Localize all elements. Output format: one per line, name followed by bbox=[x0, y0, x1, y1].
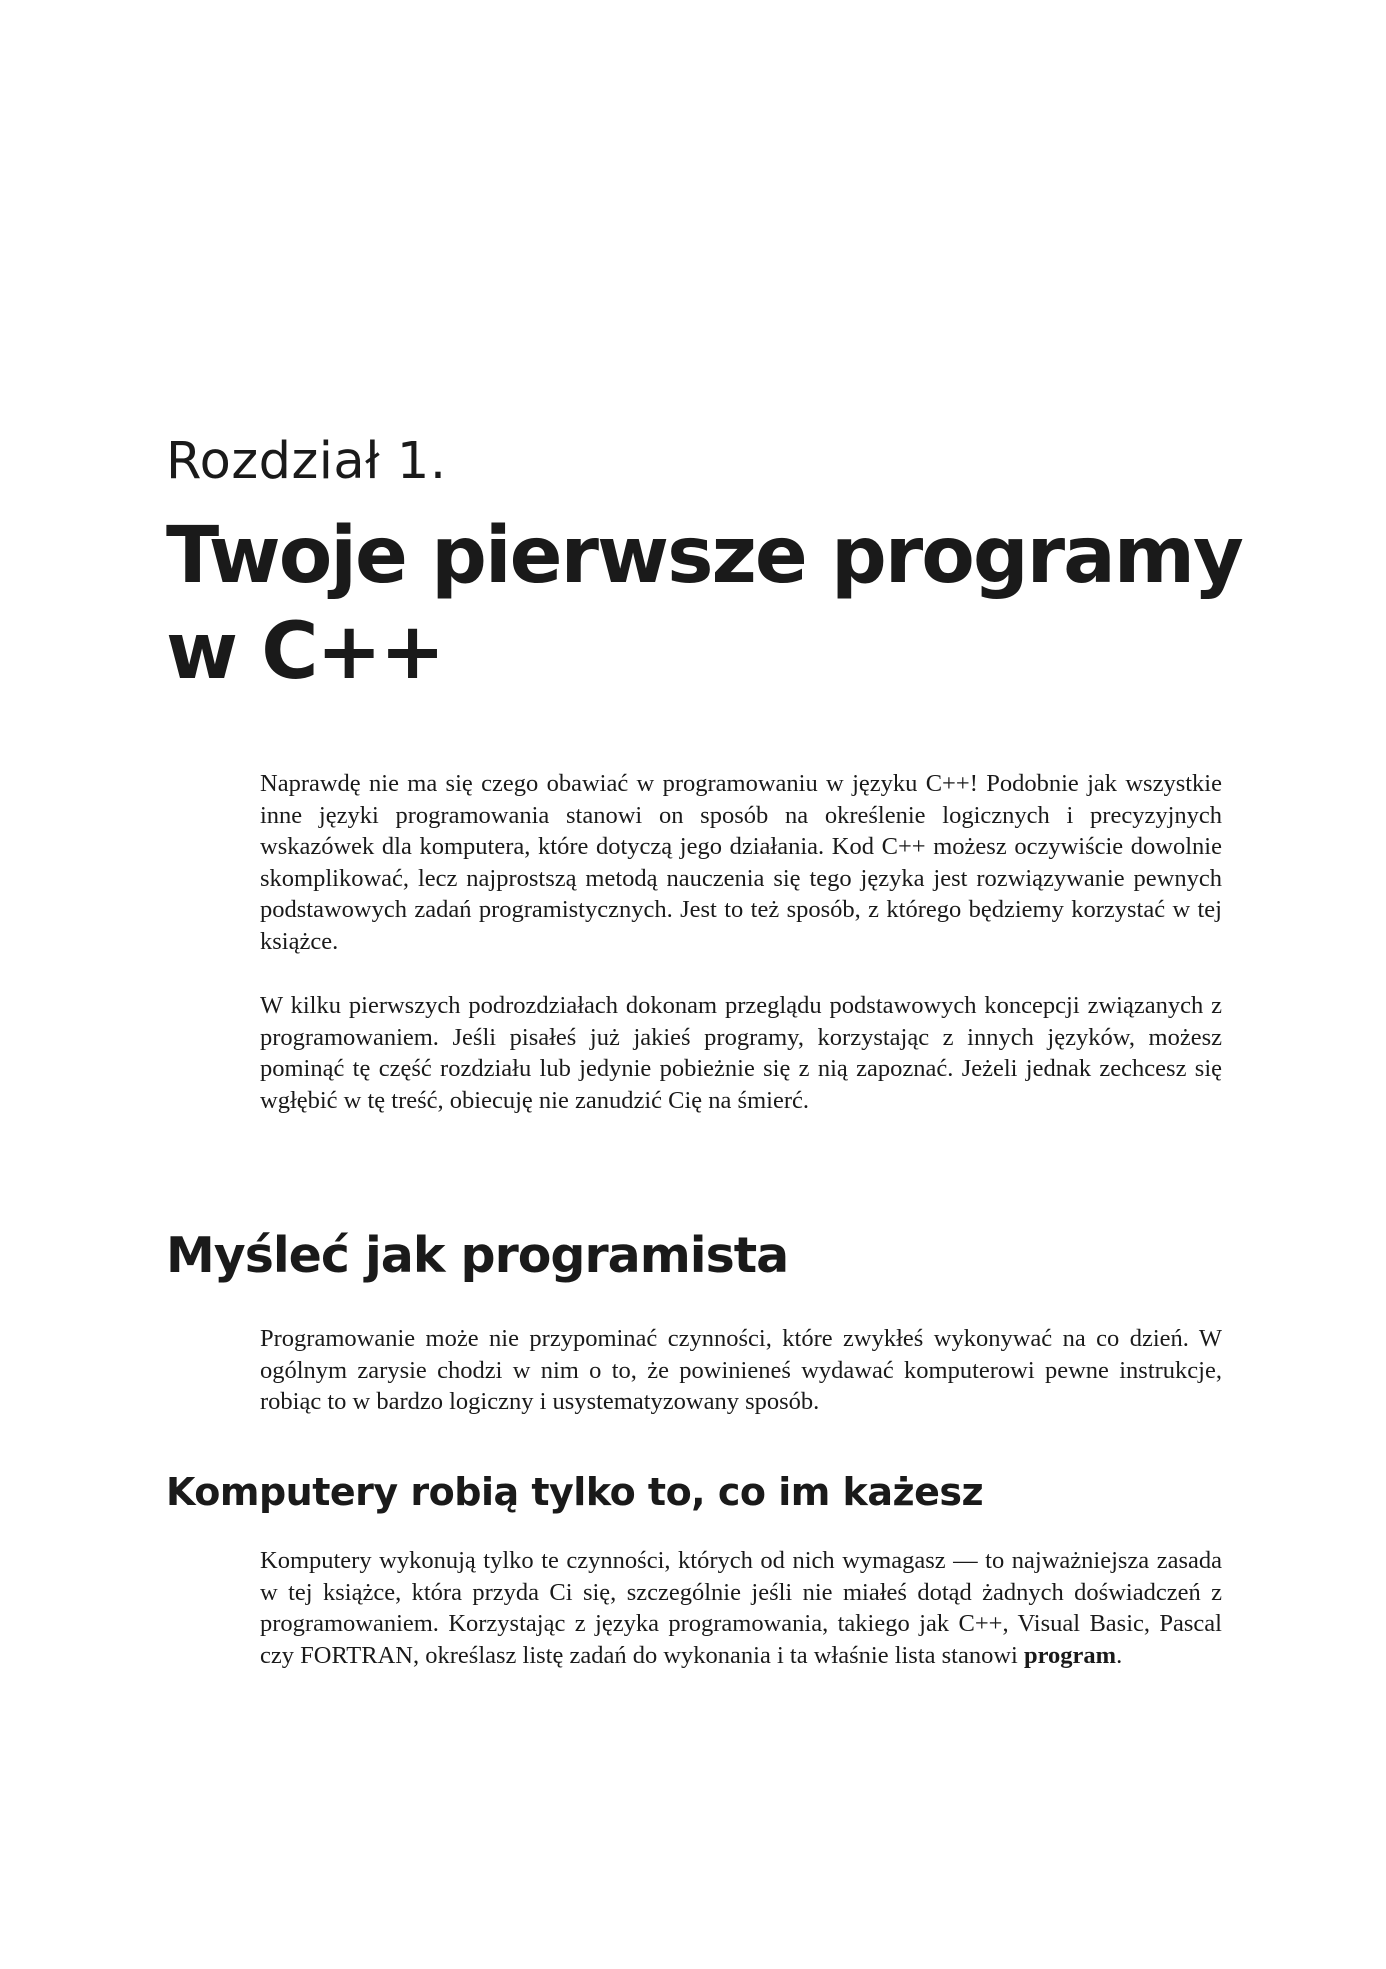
intro-paragraph-2-text: W kilku pierwszych podrozdziałach dokonam przeglądu podstawowych koncepcji związanych z programowaniem. Jeśli pisałeś już jakieś programy, korzystając z innych języków, możesz pominąć tę część rozdziału lub jedynie pobieżnie się z nią zapoznać. Jeżeli jednak zechcesz się wgłębić w tę treść, obiecuję nie zanudzić Cię na śmierć. bbox=[260, 992, 1222, 1114]
subsection-heading-komputery: Komputery robią tylko to, co im każesz bbox=[166, 1470, 984, 1514]
section2-paragraph-text bbox=[260, 1545, 1222, 1671]
chapter-label: Rozdział 1. bbox=[166, 432, 447, 491]
section-heading-mysl: Myśleć jak programista bbox=[166, 1227, 789, 1284]
section1-paragraph bbox=[260, 1323, 1222, 1418]
section2-paragraph bbox=[260, 1545, 1222, 1671]
section1-paragraph-text: Programowanie może nie przypominać czynności, które zwykłeś wykonywać na co dzień. W ogólnym zarysie chodzi w nim o to, że powinieneś wydawać komputerowi pewne instrukcje, robiąc to w bardzo logiczny i usystematyzowany sposób. bbox=[260, 1325, 1222, 1415]
section2-paragraph-end: . bbox=[1116, 1641, 1123, 1669]
chapter-title bbox=[166, 508, 1266, 700]
chapter-title-line2: w C++ bbox=[166, 607, 444, 697]
section2-paragraph-main: Komputery wykonują tylko te czynności, których od nich wymagasz — to najważniejsza zasada w tej książce, która przyda Ci się, szczególnie jeśli nie miałeś dotąd żadnych doświadczeń z programowaniem. Korzystając z języka programowania, takiego jak C++, Visual Basic, Pascal czy FORTRAN, określasz listę zadań do wykonania i ta właśnie lista stanowi bbox=[260, 1547, 1222, 1669]
chapter-title-line1: Twoje pierwsze programy bbox=[166, 511, 1242, 601]
program-term: program bbox=[1024, 1641, 1117, 1669]
intro-paragraph-1-text: Naprawdę nie ma się czego obawiać w programowaniu w języku C++! Podobnie jak wszystkie inne języki programowania stanowi on sposób na określenie logicznych i precyzyjnych wskazówek dla komputera, które dotyczą jego działania. Kod C++ możesz oczywiście dowolnie skomplikować, lecz najprostszą metodą nauczenia się tego języka jest rozwiązywanie pewnych podstawowych zadań programistycznych. Jest to też sposób, z którego będziemy korzystać w tej książce. bbox=[260, 770, 1222, 955]
intro-paragraph-2 bbox=[260, 990, 1222, 1116]
intro-paragraph-1 bbox=[260, 768, 1222, 957]
